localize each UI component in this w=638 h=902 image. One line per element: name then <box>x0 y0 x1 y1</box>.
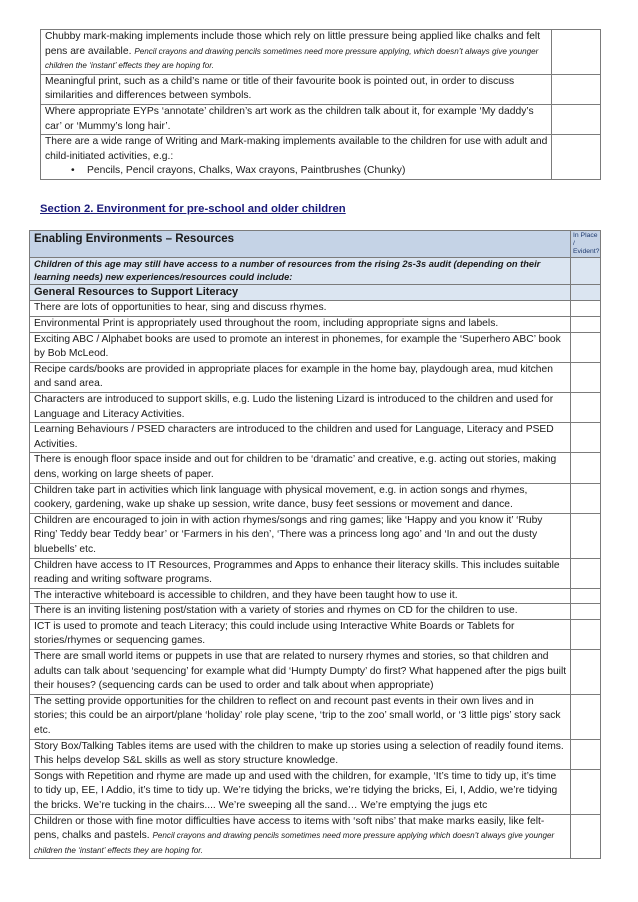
checklist-item: Recipe cards/books are provided in appropriate places for example in the home bay, playdough area, mud kitchen and sand area. <box>30 362 571 392</box>
check-column-header: In Place / Evident? <box>571 231 601 258</box>
checklist-item: The setting provide opportunities for the children to reflect on and recount past events in their own lives and in stories; this could be an airport/plane ‘holiday’ role play scene, ‘trip to the zoo’ small world, or ‘3 little pigs’ story sack etc. <box>30 694 571 739</box>
table-title: Enabling Environments – Resources <box>30 231 571 258</box>
check-cell[interactable] <box>571 332 601 362</box>
check-cell[interactable] <box>571 694 601 739</box>
check-cell[interactable] <box>552 104 601 134</box>
table-row <box>30 392 601 422</box>
table-header-row <box>30 231 601 258</box>
check-cell[interactable] <box>571 588 601 604</box>
table-row <box>30 301 601 317</box>
checklist-item: Meaningful print, such as a child’s name or title of their favourite book is pointed out, in order to discuss similarities and differences between symbols. <box>41 74 552 104</box>
check-cell[interactable] <box>571 604 601 620</box>
implements-list <box>45 164 548 179</box>
checklist-item: There is an inviting listening post/station with a variety of stories and rhymes on CD for the children to use. <box>30 604 571 620</box>
intro-text: Children of this age may still have access to a number of resources from the rising 2s-3s audit (depending on their learning needs) new experiences/resources could include: <box>30 258 571 285</box>
table-row <box>30 332 601 362</box>
check-cell[interactable] <box>571 483 601 513</box>
checklist-item: There is enough floor space inside and out for children to be ‘dramatic’ and creative, e.g. acting out stories, making dens, working on large sheets of paper. <box>30 453 571 483</box>
check-cell[interactable] <box>571 650 601 695</box>
checklist-item <box>41 135 552 180</box>
table-row <box>30 513 601 558</box>
table-row <box>30 558 601 588</box>
subheader-text: General Resources to Support Literacy <box>30 285 571 301</box>
table-row <box>41 104 601 134</box>
check-cell[interactable] <box>571 423 601 453</box>
checklist-item: Children are encouraged to join in with action rhymes/songs and ring games; like ‘Happy and you know it’ ‘Ruby Ring’ Teddy bear Teddy bear’ or ‘Farmers in his den’, ‘There was a princess long ago’ and ‘In and out the dusty bluebells’ etc. <box>30 513 571 558</box>
table-row <box>30 619 601 649</box>
checklist-item: Songs with Repetition and rhyme are made up and used with the children, for example, ‘It’s time to tidy up, it’s time to tidy up, EE, I Addio, it’s time to tidy up. We’re tidying the bricks, we’re tidying the bricks, Ei, I, Addio, we’re tidying the bricks. We’re tucking in the chairs.... We’re sweeping all the sand… We’re emptying the jugs etc <box>30 769 571 814</box>
table-row <box>30 423 601 453</box>
top-checklist-table <box>40 29 601 180</box>
table-row <box>30 588 601 604</box>
table-row <box>30 483 601 513</box>
resources-table <box>29 230 601 859</box>
check-cell[interactable] <box>571 769 601 814</box>
check-cell[interactable] <box>552 74 601 104</box>
check-cell <box>571 258 601 285</box>
check-cell[interactable] <box>571 317 601 333</box>
checklist-item: Learning Behaviours / PSED characters are introduced to the children and used for Language, Literacy and PSED Activities. <box>30 423 571 453</box>
subheader-row <box>30 285 601 301</box>
checklist-item: Where appropriate EYPs ‘annotate’ children’s art work as the children talk about it, for example ‘My daddy’s car’ or ‘Mummy’s long hair’. <box>41 104 552 134</box>
table-row <box>30 739 601 769</box>
item-text: Chubby mark-making implements include those which rely on little pressure being applied like chalks and felt pens are available. <box>45 31 541 57</box>
check-cell[interactable] <box>571 301 601 317</box>
table-row <box>30 362 601 392</box>
item-text: Children or those with fine motor difficulties have access to items with ‘soft nibs’ that make marks easily, like felt-pens, chalks and pastels. <box>34 815 545 842</box>
table-row <box>41 74 601 104</box>
check-cell[interactable] <box>552 135 601 180</box>
table-row <box>30 769 601 814</box>
checklist-item: There are lots of opportunities to hear, sing and discuss rhymes. <box>30 301 571 317</box>
item-note: Pencil crayons and drawing pencils sometimes need more pressure applying, which doesn’t always give younger children the ‘instant’ effects they are hoping for. <box>45 46 539 71</box>
checklist-item: Exciting ABC / Alphabet books are used to promote an interest in phonemes, for example the ‘Superhero ABC’ book by Bob McLeod. <box>30 332 571 362</box>
check-cell[interactable] <box>571 362 601 392</box>
check-cell[interactable] <box>571 558 601 588</box>
check-cell[interactable] <box>571 513 601 558</box>
table-row <box>41 135 601 180</box>
table-row <box>30 814 601 859</box>
checklist-item: The interactive whiteboard is accessible to children, and they have been taught how to use it. <box>30 588 571 604</box>
intro-row <box>30 258 601 285</box>
table-row <box>30 317 601 333</box>
table-row <box>30 650 601 695</box>
check-cell[interactable] <box>571 392 601 422</box>
checklist-item: Children have access to IT Resources, Programmes and Apps to enhance their literacy skills. This includes suitable reading and writing software programs. <box>30 558 571 588</box>
checklist-item: There are small world items or puppets in use that are related to nursery rhymes and stories, so that children and adults can talk about ‘sequencing’ for example what did ‘Humpty Dumpty’ do first? What happened after the pigs built their houses? (sequencing cards can be used to order and talk about when appropriate) <box>30 650 571 695</box>
table-row <box>30 453 601 483</box>
table-row <box>30 604 601 620</box>
check-cell[interactable] <box>571 739 601 769</box>
checklist-item: Characters are introduced to support skills, e.g. Ludo the listening Lizard is introduced to the children and used for Language and Literacy Activities. <box>30 392 571 422</box>
section-heading: Section 2. Environment for pre-school and older children <box>40 203 346 215</box>
check-cell[interactable] <box>571 814 601 859</box>
table-row <box>41 30 601 75</box>
checklist-item: ICT is used to promote and teach Literacy; this could include using Interactive White Boards or Tablets for stories/rhymes or sequencing games. <box>30 619 571 649</box>
item-text: There are a wide range of Writing and Mark-making implements available to the children for use with adult and child-initiated activities, e.g.: <box>45 136 548 162</box>
list-item: • Pencils, Pencil crayons, Chalks, Wax crayons, Paintbrushes (Chunky) <box>87 164 548 179</box>
table-row <box>30 694 601 739</box>
check-cell[interactable] <box>571 453 601 483</box>
check-cell[interactable] <box>552 30 601 75</box>
check-cell <box>571 285 601 301</box>
checklist-item: Story Box/Talking Tables items are used with the children to make up stories using a selection of readily found items. This helps develop S&L skills as well as story structure knowledge. <box>30 739 571 769</box>
checklist-item: Environmental Print is appropriately used throughout the room, including appropriate signs and labels. <box>30 317 571 333</box>
checklist-item <box>41 30 552 75</box>
checklist-item: Children take part in activities which link language with physical movement, e.g. in action songs and rhymes, cookery, gardening, wake up shake up session, write dance, busy feet sessions or movement and dance. <box>30 483 571 513</box>
check-cell[interactable] <box>571 619 601 649</box>
checklist-item <box>30 814 571 859</box>
item-note: Pencil crayons and drawing pencils sometimes need more pressure applying which doesn’t always give younger children the ‘instant’ effects they are hoping for. <box>34 831 555 855</box>
